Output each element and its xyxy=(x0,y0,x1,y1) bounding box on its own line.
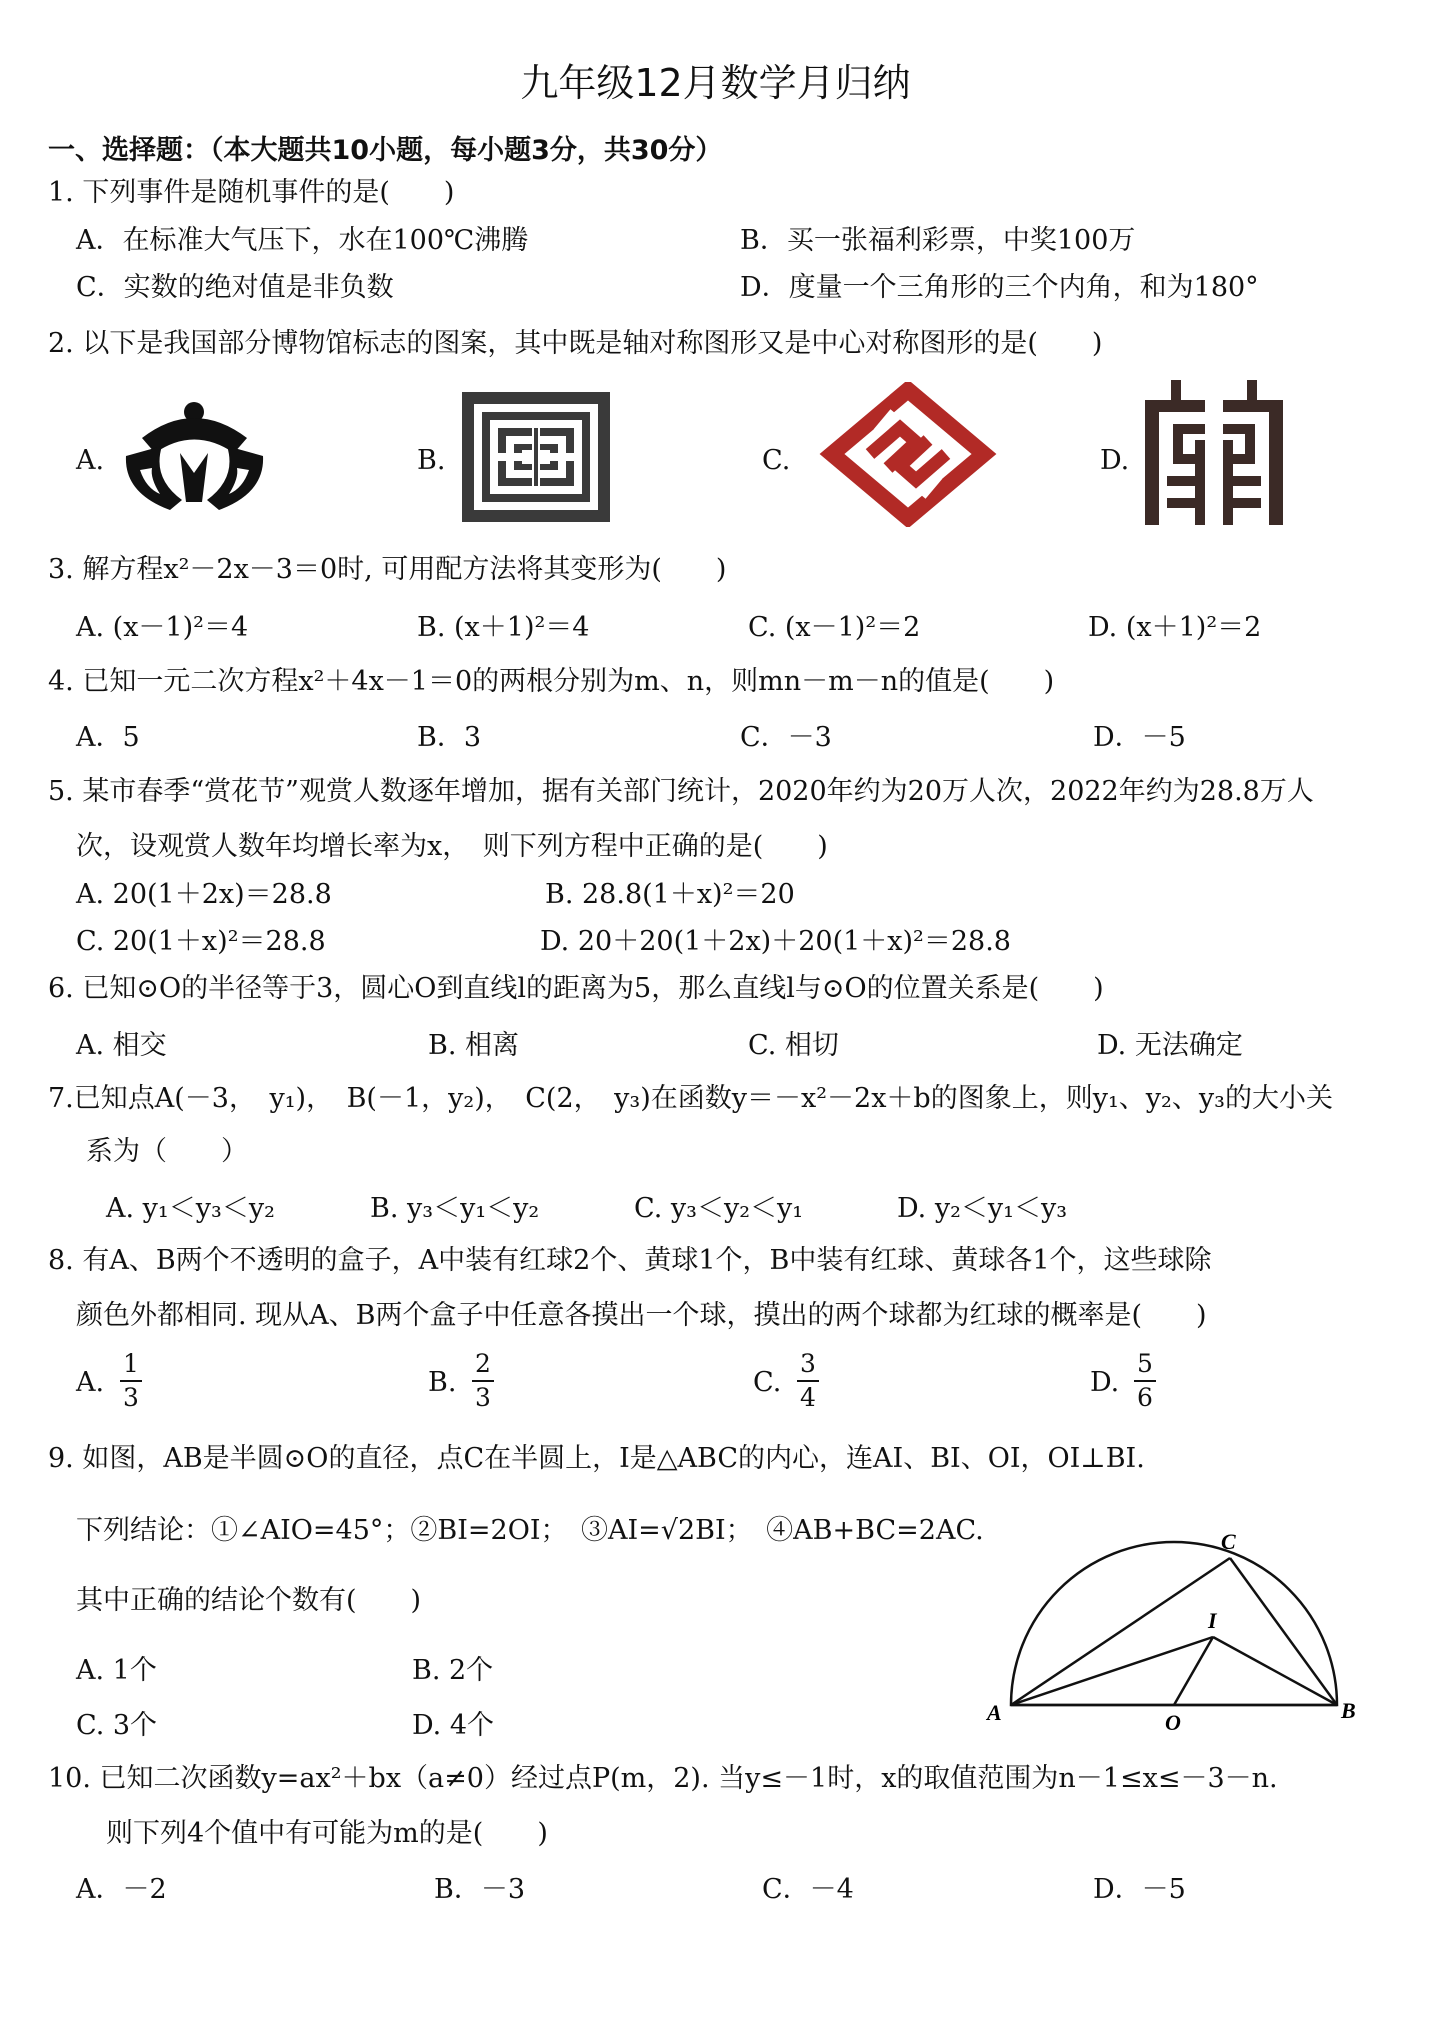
q3-option-c: C. (x－1)²＝2 xyxy=(748,612,921,643)
point-i-label: I xyxy=(1208,1608,1217,1633)
point-b-label: B xyxy=(1341,1698,1356,1723)
q10-option-b: B．－3 xyxy=(434,1874,526,1905)
page-title: 九年级12月数学月归纳 xyxy=(520,61,911,105)
q9-option-b: B. 2个 xyxy=(412,1655,494,1686)
q6-stem: 6. 已知⊙O的半径等于3，圆心O到直线l的距离为5，那么直线l与⊙O的位置关系是( ) xyxy=(48,973,1104,1004)
q5-option-a: A. 20(1＋2x)＝28.8 xyxy=(76,879,332,910)
q8-option-b-denominator: 3 xyxy=(475,1383,491,1412)
q6-option-d: D. 无法确定 xyxy=(1097,1030,1243,1061)
q6-option-c: C. 相切 xyxy=(748,1030,839,1061)
q8-option-d-fraction xyxy=(1134,1350,1156,1412)
segment-ac xyxy=(1011,1558,1230,1705)
q5-option-d: D. 20＋20(1＋2x)＋20(1＋x)²＝28.8 xyxy=(540,926,1011,957)
q9-stem: 9. 如图，AB是半圆⊙O的直径，点C在半圆上，I是△ABC的内心，连AI、BI、OI，OI⊥BI. xyxy=(48,1443,1145,1474)
point-o-label: O xyxy=(1165,1710,1181,1735)
q7-stem-line1: 7.已知点A(－3， y₁)， B(－1，y₂)， C(2， y₃)在函数y＝－x²－2x＋b的图象上，则y₁、y₂、y₃的大小关 xyxy=(48,1083,1333,1114)
q8-stem-line2: 颜色外都相同. 现从A、B两个盒子中任意各摸出一个球，摸出的两个球都为红球的概率是( ) xyxy=(76,1300,1207,1331)
q5-option-c: C. 20(1＋x)²＝28.8 xyxy=(76,926,326,957)
q8-option-c-label: C. xyxy=(753,1367,782,1398)
q4-stem: 4. 已知一元二次方程x²＋4x－1＝0的两根分别为m、n，则mn－m－n的值是( ) xyxy=(48,666,1055,697)
q8-option-c-numerator: 3 xyxy=(800,1349,816,1378)
q8-option-a-fraction xyxy=(120,1350,142,1412)
q2-stem: 2. 以下是我国部分博物馆标志的图案，其中既是轴对称图形又是中心对称图形的是( ) xyxy=(48,328,1103,359)
q7-option-c: C. y₃＜y₂＜y₁ xyxy=(634,1193,804,1224)
museum-logo-b-image xyxy=(462,392,610,522)
q8-option-d-denominator: 6 xyxy=(1137,1383,1153,1412)
q8-option-c-fraction xyxy=(797,1350,819,1412)
q9-option-a: A. 1个 xyxy=(76,1655,157,1686)
q4-option-b: B．3 xyxy=(417,722,482,753)
q2-option-c-label: C. xyxy=(762,445,791,476)
q3-stem: 3. 解方程x²－2x－3＝0时, 可用配方法将其变形为( ) xyxy=(48,554,727,585)
q4-option-d: D．－5 xyxy=(1093,722,1186,753)
museum-logo-c-image xyxy=(808,382,1008,527)
q8-option-b-numerator: 2 xyxy=(475,1349,491,1378)
q10-stem-line1: 10. 已知二次函数y=ax²＋bx（a≠0）经过点P(m，2). 当y≤－1时，x的取值范围为n－1≤x≤－3－n. xyxy=(48,1763,1278,1794)
q10-stem-line2: 则下列4个值中有可能为m的是( ) xyxy=(106,1818,548,1849)
q9-option-d: D. 4个 xyxy=(412,1710,495,1741)
q5-option-b: B. 28.8(1＋x)²＝20 xyxy=(545,879,795,910)
q8-option-d-label: D. xyxy=(1090,1367,1120,1398)
q5-stem-line1: 5. 某市春季“赏花节”观赏人数逐年增加，据有关部门统计，2020年约为20万人次，2022年约为28.8万人 xyxy=(48,776,1314,807)
q1-option-a: A．在标准大气压下，水在100℃沸腾 xyxy=(76,225,529,256)
q8-option-a-numerator: 1 xyxy=(123,1349,139,1378)
q3-option-a: A. (x－1)²＝4 xyxy=(76,612,249,643)
segment-ai xyxy=(1011,1637,1213,1705)
q8-option-a-denominator: 3 xyxy=(123,1383,139,1412)
q9-conclusions: 下列结论：①∠AIO=45°；②BI=2OI； ③AI=√2BI； ④AB+BC=2AC. xyxy=(76,1515,984,1546)
segment-bc xyxy=(1230,1558,1337,1705)
q10-option-c: C．－4 xyxy=(762,1874,854,1905)
q7-stem-line2: 系为（ ） xyxy=(86,1136,248,1167)
q8-option-a-label: A. xyxy=(76,1367,105,1398)
q1-option-d: D．度量一个三角形的三个内角，和为180° xyxy=(740,272,1259,303)
q3-option-d: D. (x＋1)²＝2 xyxy=(1088,612,1262,643)
point-c-label: C xyxy=(1221,1529,1236,1554)
q8-stem-line1: 8. 有A、B两个不透明的盒子，A中装有红球2个、黄球1个，B中装有红球、黄球各1个，这些球除 xyxy=(48,1245,1212,1276)
q9-semicircle-figure xyxy=(985,1515,1365,1745)
museum-logo-d-image xyxy=(1145,380,1283,525)
q5-stem-line2: 次，设观赏人数年均增长率为x， 则下列方程中正确的是( ) xyxy=(76,831,828,862)
q6-option-a: A. 相交 xyxy=(76,1030,167,1061)
point-a-label: A xyxy=(987,1700,1002,1725)
q9-option-c: C. 3个 xyxy=(76,1710,158,1741)
q8-option-b-fraction xyxy=(472,1350,494,1412)
q8-option-d-numerator: 5 xyxy=(1137,1349,1153,1378)
q8-option-b-label: B. xyxy=(428,1367,457,1398)
q4-option-c: C．－3 xyxy=(740,722,832,753)
q9-question: 其中正确的结论个数有( ) xyxy=(76,1585,422,1616)
q6-option-b: B. 相离 xyxy=(428,1030,520,1061)
museum-logo-a-image xyxy=(122,398,267,513)
q10-option-a: A．－2 xyxy=(76,1874,167,1905)
q10-option-d: D．－5 xyxy=(1093,1874,1186,1905)
q1-option-b: B．买一张福利彩票，中奖100万 xyxy=(740,225,1136,256)
q7-option-a: A. y₁＜y₃＜y₂ xyxy=(106,1193,275,1224)
q2-option-a-label: A. xyxy=(76,445,105,476)
semicircle-arc xyxy=(1011,1542,1337,1705)
section-heading: 一、选择题：（本大题共10小题，每小题3分，共30分） xyxy=(48,135,723,166)
q3-option-b: B. (x＋1)²＝4 xyxy=(417,612,590,643)
q8-option-c-denominator: 4 xyxy=(800,1383,816,1412)
segment-bi xyxy=(1213,1637,1337,1705)
q4-option-a: A．5 xyxy=(76,722,140,753)
q1-option-c: C．实数的绝对值是非负数 xyxy=(76,272,394,303)
q7-option-d: D. y₂＜y₁＜y₃ xyxy=(897,1193,1068,1224)
q7-option-b: B. y₃＜y₁＜y₂ xyxy=(370,1193,540,1224)
q1-stem: 1. 下列事件是随机事件的是( ) xyxy=(48,177,455,208)
q2-option-d-label: D. xyxy=(1100,445,1130,476)
q2-option-b-label: B. xyxy=(417,445,446,476)
